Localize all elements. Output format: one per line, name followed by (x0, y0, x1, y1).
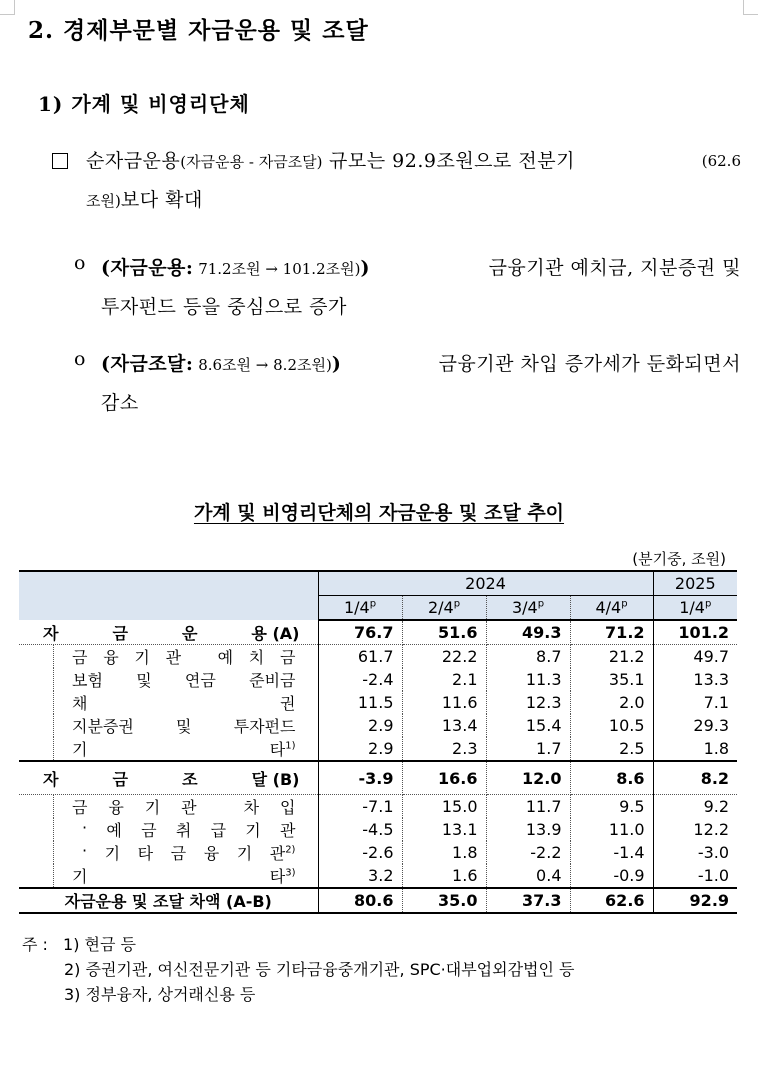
note-item: 3) 정부융자, 상거래신용 등 (64, 985, 256, 1004)
net-lending-definition: (자금운용 - 자금조달) (180, 153, 323, 171)
sources-label: (자금조달: (101, 353, 194, 375)
note-item: 2) 증권기관, 여신전문기관 등 기타금융중개기관, SPC·대부업외감법인 등 (64, 960, 575, 979)
sources-text-line2: 감소 (101, 392, 139, 414)
row-label: 기 타$^{3)}$ (53, 864, 318, 887)
header-quarter: 3/4$^p$ (486, 596, 570, 621)
cell-value: 13.9 (486, 818, 570, 841)
cell-value: 12.0 (486, 761, 570, 795)
row-label: · 예 금 취 급 기 관 (53, 818, 318, 841)
cell-value: 71.2 (570, 620, 653, 645)
cell-value: 9.5 (570, 795, 653, 819)
flow-of-funds-table (19, 570, 737, 914)
cell-value: 11.3 (486, 668, 570, 691)
cell-value: 1.7 (486, 737, 570, 761)
cell-value: 8.2 (653, 761, 737, 795)
row-label: 자 금 운 용 (A) (43, 623, 300, 643)
cell-value: 2.9 (318, 737, 402, 761)
cell-value: -1.4 (570, 841, 653, 864)
cell-value: -2.4 (318, 668, 402, 691)
summary-text-unit: 조원) (86, 192, 121, 210)
cell-value: 62.6 (570, 888, 653, 913)
cell-value: 1.6 (402, 864, 486, 888)
cell-value: 11.6 (402, 691, 486, 714)
sources-paragraph: (자금조달: 8.6조원 → 8.2조원)) 금융기관 차입 증가세가 둔화되면서 감소 (101, 345, 741, 422)
uses-text-line2: 투자펀드 등을 중심으로 증가 (101, 296, 347, 318)
cell-value: 0.4 (486, 864, 570, 888)
sources-detail: 8.6조원 → 8.2조원) (193, 356, 332, 374)
table-title: 가계 및 비영리단체의 자금운용 및 조달 추이 (193, 502, 565, 524)
section-title: 2. 경제부문별 자금운용 및 조달 (28, 17, 369, 44)
cell-value: 29.3 (693, 716, 730, 735)
row-label: 자금운용 및 조달 차액 (A-B) (64, 892, 272, 911)
cell-value: 10.5 (570, 714, 653, 737)
cell-value: 11.5 (318, 691, 402, 714)
cell-value: 13.4 (402, 714, 486, 737)
header-year-2025: 2025 (653, 571, 737, 596)
bullet-marker: o (74, 348, 86, 370)
summary-text-line2: 보다 확대 (120, 189, 203, 211)
cell-value: 2.1 (402, 668, 486, 691)
row-label: · 기 타 금 융 기 관$^{2)}$ (53, 841, 318, 864)
cell-value: 2.9 (318, 714, 402, 737)
cell-value: 37.3 (486, 888, 570, 913)
cell-value: 76.7 (318, 620, 402, 645)
table-row (19, 691, 737, 714)
table-row (19, 864, 737, 888)
cell-value: 92.9 (653, 888, 737, 913)
cell-value: 15.4 (486, 714, 570, 737)
row-label: 금 융 기 관 예 치 금 (53, 645, 318, 668)
cell-value: 9.2 (703, 797, 730, 816)
cell-value: 35.0 (402, 888, 486, 913)
cell-value: 12.3 (486, 691, 570, 714)
table-row-sources-total (19, 761, 737, 795)
row-label: 금 융 기 관 차 입 (53, 795, 318, 818)
net-lending-term: 순자금운용 (86, 150, 181, 172)
table-row (19, 668, 737, 691)
cell-value: -3.9 (318, 761, 402, 795)
cell-value: 22.2 (402, 645, 486, 669)
cell-value: 7.1 (703, 693, 730, 712)
cell-value: -4.5 (318, 818, 402, 841)
sources-text-line1: 금융기관 차입 증가세가 둔화되면서 (438, 353, 741, 375)
row-label: 지분증권 및 투자펀드 (53, 714, 318, 737)
table-header-years (19, 571, 737, 596)
table-notes (22, 932, 575, 1007)
cell-value: 13.3 (693, 670, 730, 689)
table-row (19, 645, 737, 669)
cell-value: -1.0 (697, 866, 730, 885)
table-row (19, 841, 737, 864)
uses-paragraph: (자금운용: 71.2조원 → 101.2조원)) 금융기관 예치금, 지분증권 및 투자펀드 등을 중심으로 증가 (101, 249, 741, 326)
cell-value: -3.0 (697, 843, 730, 862)
summary-paragraph (86, 142, 741, 220)
uses-text-line1: 금융기관 예치금, 지분증권 및 (488, 257, 741, 279)
table-row (19, 714, 737, 737)
cell-value: -0.9 (570, 864, 653, 888)
cell-value: 2.3 (402, 737, 486, 761)
cell-value: 13.1 (402, 818, 486, 841)
cell-value: 11.7 (486, 795, 570, 819)
table-unit: (분기중, 조원) (632, 550, 726, 568)
header-quarter: 1/4$^p$ (318, 596, 402, 621)
cell-value: 8.6 (570, 761, 653, 795)
cell-value: 61.7 (318, 645, 402, 669)
cell-value: 8.7 (486, 645, 570, 669)
cell-value: 1.8 (703, 739, 730, 758)
cell-value: 2.0 (570, 691, 653, 714)
table-row-net-total (19, 888, 737, 913)
note-item: 1) 현금 등 (63, 935, 136, 954)
uses-detail: 71.2조원 → 101.2조원) (193, 260, 361, 278)
header-year-2024: 2024 (318, 571, 653, 596)
cell-value: 101.2 (653, 620, 737, 645)
table-row (19, 818, 737, 841)
checkbox-bullet-icon (52, 153, 68, 169)
cell-value: 2.5 (570, 737, 653, 761)
summary-text-tail: (62.6 (701, 152, 741, 170)
bullet-marker: o (74, 252, 86, 274)
row-label: 자 금 조 달 (B) (43, 769, 300, 789)
cell-value: -2.6 (318, 841, 402, 864)
cell-value: 12.2 (693, 820, 730, 839)
row-label: 기 타$^{1)}$ (53, 737, 318, 760)
cell-value: 16.6 (402, 761, 486, 795)
cell-value: 1.8 (402, 841, 486, 864)
cell-value: -2.2 (486, 841, 570, 864)
cell-value: 3.2 (318, 864, 402, 888)
row-label: 채 권 (53, 691, 318, 714)
table-row-uses-total (19, 620, 737, 645)
notes-prefix: 주 : (22, 935, 48, 954)
header-quarter: 1/4$^p$ (653, 596, 737, 621)
summary-text-line1: 규모는 92.9조원으로 전분기 (322, 150, 575, 172)
cell-value: 15.0 (402, 795, 486, 819)
cell-value: 11.0 (570, 818, 653, 841)
uses-label: (자금운용: (101, 257, 194, 279)
page-corner-mark-right (743, 0, 758, 15)
subsection-title: 1) 가계 및 비영리단체 (38, 92, 250, 116)
cell-value: 80.6 (318, 888, 402, 913)
cell-value: 49.3 (486, 620, 570, 645)
table-row (19, 737, 737, 761)
row-label: 보험 및 연금 준비금 (53, 668, 318, 691)
header-quarter: 2/4$^p$ (402, 596, 486, 621)
cell-value: 49.7 (693, 647, 730, 666)
cell-value: 35.1 (570, 668, 653, 691)
header-empty-cell (19, 571, 318, 620)
cell-value: 51.6 (402, 620, 486, 645)
cell-value: 21.2 (570, 645, 653, 669)
header-quarter: 4/4$^p$ (570, 596, 653, 621)
page-corner-mark-left (0, 0, 15, 15)
table-row (19, 795, 737, 819)
cell-value: -7.1 (318, 795, 402, 819)
